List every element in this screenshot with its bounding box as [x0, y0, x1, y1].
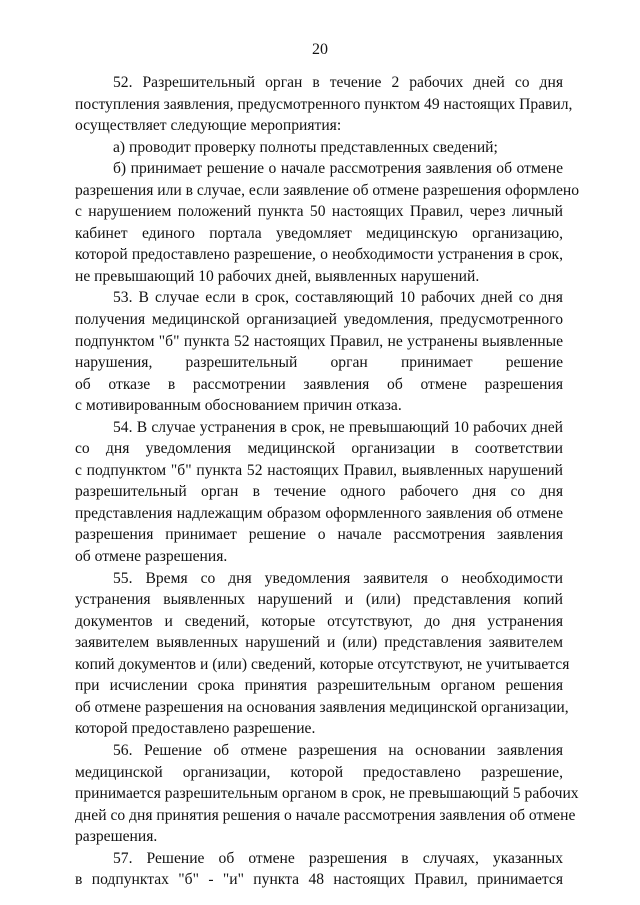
text-line: об отказе в рассмотрении заявления об отмене разрешения: [75, 375, 563, 393]
text-line: в подпунктах "б" - "и" пункта 48 настоящих Правил, принимается: [75, 871, 563, 889]
text-line: 54. В случае устранения в срок, не превышающий 10 рабочих дней: [113, 418, 563, 436]
text-line: 52. Разрешительный орган в течение 2 рабочих дней со дня: [113, 74, 563, 91]
text-line: а) проводит проверку полноты представленных сведений;: [113, 138, 498, 156]
text-line: разрешения или в случае, если заявление об отмене разрешения оформлено: [75, 181, 580, 199]
text-line: дней со дня принятия решения о начале рассмотрения заявления об отмене: [75, 806, 576, 824]
text-line: поступления заявления, предусмотренного пунктом 49 настоящих Правил,: [75, 95, 573, 113]
text-line: не превышающий 10 рабочих дней, выявленных нарушений.: [75, 267, 480, 285]
text-line: разрешения.: [75, 828, 158, 846]
text-line: кабинет единого портала уведомляет медицинскую организацию,: [75, 224, 563, 242]
text-line: заявителем выявленных нарушений и (или) представления заявителем: [75, 634, 563, 652]
text-line: с мотивированным обоснованием причин отказа.: [75, 397, 402, 415]
document-body: [75, 72, 580, 891]
text-line: об отмене разрешения.: [75, 548, 228, 566]
text-line: об отмене разрешения на основания заявления медицинской организации,: [75, 698, 569, 716]
text-line: осуществляет следующие мероприятия:: [75, 117, 342, 135]
text-line: разрешения принимает решение о начале рассмотрения заявления: [75, 526, 563, 544]
text-line: со дня уведомления медицинской организации в соответствии: [75, 440, 563, 458]
text-line: б) принимает решение о начале рассмотрения заявления об отмене: [113, 160, 563, 178]
text-line: копий документов и (или) сведений, которые отсутствуют, не учитывается: [75, 655, 570, 673]
text-line: нарушения, разрешительный орган принимает решение: [75, 354, 563, 372]
text-line: получения медицинской организацией уведомления, предусмотренного: [75, 311, 563, 329]
text-line: 56. Решение об отмене разрешения на основании заявления: [113, 741, 563, 759]
text-line: подпунктом "б" пункта 52 настоящих Правил, не устранены выявленные: [75, 332, 563, 350]
text-line: 53. В случае если в срок, составляющий 10 рабочих дней со дня: [113, 289, 563, 307]
text-line: устранения выявленных нарушений и (или) представления копий: [75, 591, 563, 609]
text-line: представления надлежащим образом оформленного заявления об отмене: [75, 504, 563, 522]
text-line: которой предоставлено разрешение.: [75, 720, 316, 738]
text-line: принимается разрешительным органом в срок, не превышающий 5 рабочих: [75, 785, 579, 803]
text-line: при исчислении срока принятия разрешительным органом решения: [75, 677, 563, 695]
text-line: 57. Решение об отмене разрешения в случаях, указанных: [113, 849, 563, 867]
text-line: медицинской организации, которой предоставлено разрешение,: [75, 763, 563, 781]
text-line: документов и сведений, которые отсутствуют, до дня устранения: [75, 612, 563, 630]
page-number: 20: [312, 41, 328, 58]
text-line: разрешительный орган в течение одного рабочего дня со дня: [75, 483, 563, 501]
text-line: с нарушением положений пункта 50 настоящих Правил, через личный: [75, 203, 563, 221]
text-line: 55. Время со дня уведомления заявителя о необходимости: [113, 569, 563, 587]
text-line: которой предоставлено разрешение, о необходимости устранения в срок,: [75, 246, 563, 264]
text-line: с подпунктом "б" пункта 52 настоящих Правил, выявленных нарушений: [75, 461, 563, 479]
